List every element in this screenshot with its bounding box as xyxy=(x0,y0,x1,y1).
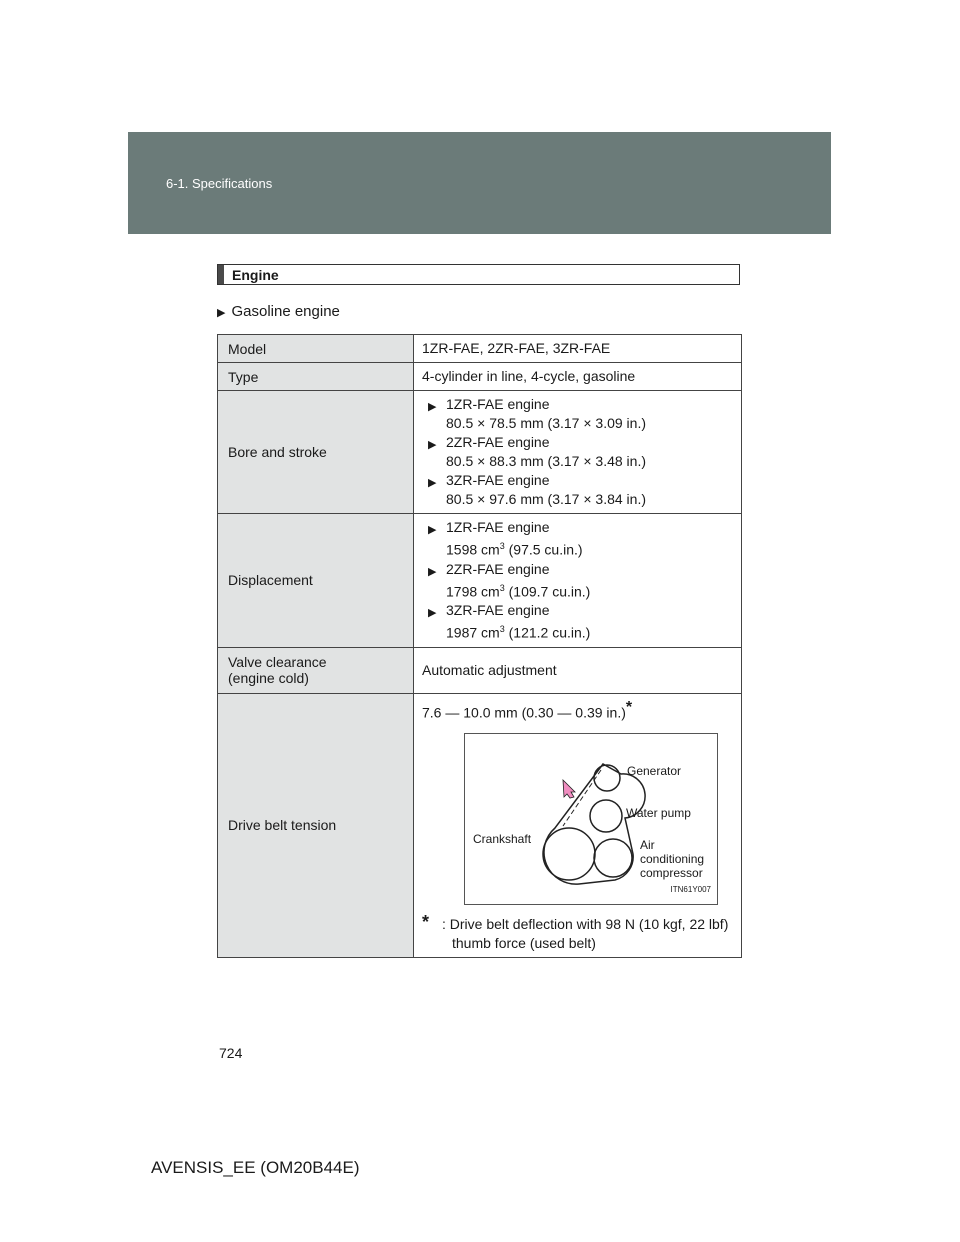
drive-belt-diagram xyxy=(464,733,718,905)
row-label: Type xyxy=(218,363,414,391)
list-item: ▶ 2ZR-FAE engine xyxy=(422,560,733,579)
table-row xyxy=(218,391,742,514)
triangle-bullet-icon: ▶ xyxy=(428,607,437,620)
ac-compressor-pulley xyxy=(594,839,632,877)
list-item: ▶ 3ZR-FAE engine xyxy=(422,601,733,620)
triangle-bullet-icon: ▶ xyxy=(217,307,226,319)
figure-code: ITN61Y007 xyxy=(670,884,711,894)
row-value: 4-cylinder in line, 4-cycle, gasoline xyxy=(414,363,742,391)
table-row xyxy=(218,335,742,363)
subheading xyxy=(217,303,340,320)
list-item: ▶ 2ZR-FAE engine xyxy=(422,433,733,452)
row-label: Bore and stroke xyxy=(218,391,414,514)
row-value: 1ZR-FAE, 2ZR-FAE, 3ZR-FAE xyxy=(414,335,742,363)
list-item: ▶ 3ZR-FAE engine xyxy=(422,471,733,490)
subheading-text: Gasoline engine xyxy=(231,303,340,320)
triangle-bullet-icon: ▶ xyxy=(428,565,437,578)
table-row xyxy=(218,514,742,648)
generator-pulley xyxy=(594,765,620,791)
table-row xyxy=(218,363,742,391)
triangle-bullet-icon: ▶ xyxy=(428,401,437,413)
heading-bar xyxy=(218,265,224,284)
section-title: 6-1. Specifications xyxy=(166,176,273,191)
row-label: Model xyxy=(218,335,414,363)
row-label: Valve clearance (engine cold) xyxy=(218,647,414,693)
row-value: ▶ 1ZR-FAE engine 1598 $cm^3$ (97.5 cu.in.) ▶ 2ZR-FAE engine 1798 $cm^3$ (109.7 cu.in.) ▶ 3ZR-FAE engine 1987 $cm^3$ (121.2 cu.in.) xyxy=(414,514,742,648)
row-value: ▶ 1ZR-FAE engine 80.5 × 78.5 mm (3.17 × 3.09 in.) ▶ 2ZR-FAE engine 80.5 × 88.3 mm (3.17 × 3.48 in.) ▶ 3ZR-FAE engine 80.5 × 97.6 mm (3.17 × 3.84 in.) xyxy=(414,391,742,514)
triangle-bullet-icon: ▶ xyxy=(428,524,437,536)
belt-deflection-line xyxy=(563,770,601,826)
row-value: 7.6 — 10.0 mm (0.30 — 0.39 in.)* Generator Water pump Crankshaft Air conditioning compressor ITN61Y007 * : Drive belt deflection with 98 N (10 kgf, 22 lbf) thumb force (used belt) xyxy=(414,693,742,957)
row-label: Displacement xyxy=(218,514,414,648)
label-air-conditioning: Air conditioning compressor xyxy=(640,837,705,880)
label-generator: Generator xyxy=(627,763,682,778)
footer-text: AVENSIS_EE (OM20B44E) xyxy=(151,1158,360,1177)
list-item: ▶ 1ZR-FAE engine xyxy=(422,518,733,537)
row-value: Automatic adjustment xyxy=(414,647,742,693)
table-row xyxy=(218,693,742,957)
table-row xyxy=(218,647,742,693)
triangle-bullet-icon: ▶ xyxy=(428,439,437,451)
header-band xyxy=(128,132,831,234)
label-water-pump: Water pump xyxy=(626,805,691,820)
row-label: Drive belt tension xyxy=(218,693,414,957)
page-number: 724 xyxy=(219,1045,243,1061)
footnote: * : Drive belt deflection with 98 N (10 kgf, 22 lbf) thumb force (used belt) xyxy=(422,911,729,951)
triangle-bullet-icon: ▶ xyxy=(428,477,437,489)
arrow-icon xyxy=(563,780,575,798)
label-crankshaft: Crankshaft xyxy=(473,831,532,846)
spec-table xyxy=(217,334,742,958)
list-item: ▶ 1ZR-FAE engine xyxy=(422,395,733,414)
section-heading: Engine xyxy=(232,267,279,283)
asterisk: * xyxy=(422,911,430,932)
water-pump-pulley xyxy=(590,800,622,832)
section-heading-box xyxy=(217,264,740,285)
